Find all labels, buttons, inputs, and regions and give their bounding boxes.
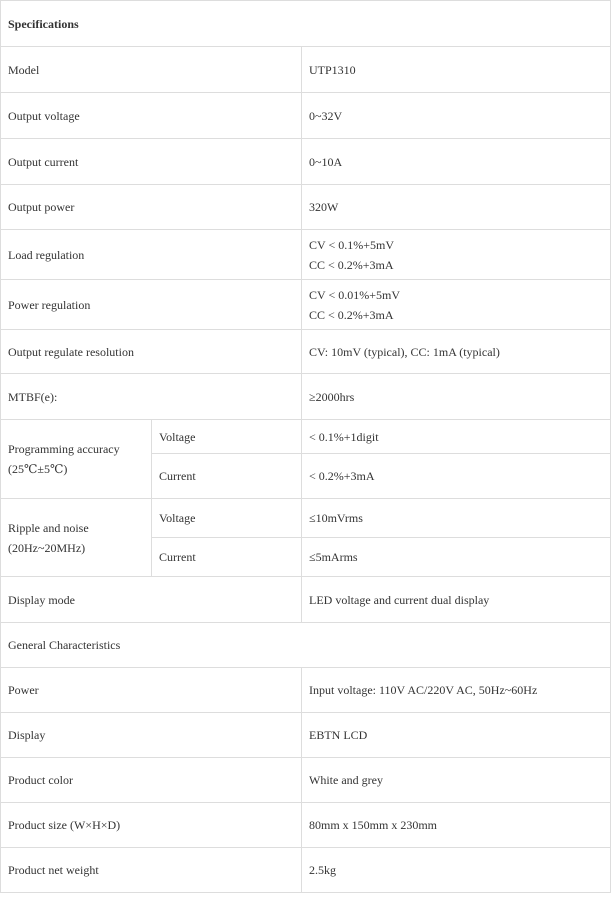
model-value: UTP1310: [302, 47, 611, 93]
table-row: [1, 420, 611, 454]
table-row: [1, 280, 611, 330]
table-row: [1, 848, 611, 893]
product-size-label: Product size (W×H×D): [1, 803, 302, 848]
product-net-weight-label: Product net weight: [1, 848, 302, 893]
programming-accuracy-current-value: < 0.2%+3mA: [302, 454, 611, 499]
programming-accuracy-voltage-label: Voltage: [152, 420, 302, 454]
table-row: [1, 330, 611, 374]
table-row: [1, 93, 611, 139]
output-voltage-label: Output voltage: [1, 93, 302, 139]
table-row: [1, 623, 611, 668]
specifications-heading: Specifications: [1, 1, 611, 47]
power-regulation-label: Power regulation: [1, 280, 302, 330]
ripple-noise-label-line2: (20Hz~20MHz): [8, 540, 86, 555]
power-regulation-cv: CV < 0.01%+5mV: [309, 287, 400, 302]
table-row: [1, 185, 611, 230]
display-label: Display: [1, 713, 302, 758]
output-regulate-resolution-value: CV: 10mV (typical), CC: 1mA (typical): [302, 330, 611, 374]
display-value: EBTN LCD: [302, 713, 611, 758]
table-row: [1, 713, 611, 758]
product-color-value: White and grey: [302, 758, 611, 803]
programming-accuracy-current-label: Current: [152, 454, 302, 499]
table-row: [1, 499, 611, 538]
table-row: [1, 230, 611, 280]
output-voltage-value: 0~32V: [302, 93, 611, 139]
table-row: [1, 1, 611, 47]
load-regulation-label: Load regulation: [1, 230, 302, 280]
power-value: Input voltage: 110V AC/220V AC, 50Hz~60Hz: [302, 668, 611, 713]
product-net-weight-value: 2.5kg: [302, 848, 611, 893]
table-row: [1, 577, 611, 623]
display-mode-label: Display mode: [1, 577, 302, 623]
output-power-value: 320W: [302, 185, 611, 230]
mtbf-label: MTBF(e):: [1, 374, 302, 420]
programming-accuracy-label: [1, 420, 152, 499]
output-current-value: 0~10A: [302, 139, 611, 185]
general-characteristics-heading: General Characteristics: [1, 623, 611, 668]
product-size-value: 80mm x 150mm x 230mm: [302, 803, 611, 848]
table-row: [1, 47, 611, 93]
model-label: Model: [1, 47, 302, 93]
ripple-noise-current-value: ≤5mArms: [302, 538, 611, 577]
programming-accuracy-label-line2: (25℃±5℃): [8, 462, 68, 476]
ripple-noise-current-label: Current: [152, 538, 302, 577]
table-row: [1, 139, 611, 185]
table-row: [1, 374, 611, 420]
output-current-label: Output current: [1, 139, 302, 185]
ripple-noise-voltage-value: ≤10mVrms: [302, 499, 611, 538]
mtbf-value: ≥2000hrs: [302, 374, 611, 420]
table-row: [1, 803, 611, 848]
programming-accuracy-voltage-value: < 0.1%+1digit: [302, 420, 611, 454]
table-row: [1, 758, 611, 803]
load-regulation-cv: CV < 0.1%+5mV: [309, 237, 394, 252]
ripple-noise-label: [1, 499, 152, 577]
power-label: Power: [1, 668, 302, 713]
display-mode-value: LED voltage and current dual display: [302, 577, 611, 623]
ripple-noise-label-line1: Ripple and noise: [8, 520, 89, 535]
load-regulation-cc: CC < 0.2%+3mA: [309, 257, 394, 272]
output-regulate-resolution-label: Output regulate resolution: [1, 330, 302, 374]
load-regulation-value: [302, 230, 611, 280]
ripple-noise-voltage-label: Voltage: [152, 499, 302, 538]
product-color-label: Product color: [1, 758, 302, 803]
programming-accuracy-label-line1: Programming accuracy: [8, 442, 120, 456]
power-regulation-value: [302, 280, 611, 330]
output-power-label: Output power: [1, 185, 302, 230]
power-regulation-cc: CC < 0.2%+3mA: [309, 307, 394, 322]
table-row: [1, 668, 611, 713]
